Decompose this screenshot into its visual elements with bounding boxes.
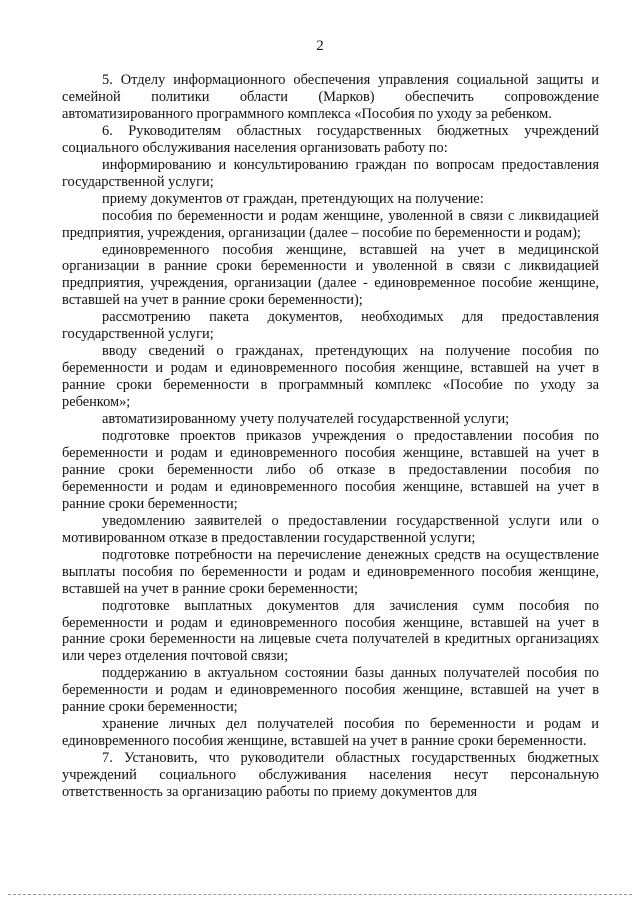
- list-item: приему документов от граждан, претендующих на получение:: [102, 190, 484, 207]
- list-item: подготовке выплатных документов для зачисления сумм пособия по беременности и родам и единовременного пособия женщине, вставшей на учет в ранние сроки беременности на лицевые счета получателей в кредитных организациях или через отделения почтовой связи;: [62, 597, 599, 665]
- paragraph-5: 5. Отделу информационного обеспечения управления социальной защиты и семейной политики области (Марков) обеспечить сопровождение автоматизированного программного комплекса «Пособия по уходу за ребенком.: [62, 72, 599, 122]
- list-item: уведомлению заявителей о предоставлении государственной услуги или о мотивированном отказе в предоставлении государственной услуги;: [62, 512, 599, 546]
- list-item: подготовке проектов приказов учреждения о предоставлении пособия по беременности и родам и единовременного пособия женщине, вставшей на учет в ранние сроки беременности либо об отказе в предоставлении пособия по беременности и родам и единовременного пособия женщине, вставшей на учет в ранние сроки беременности;: [62, 428, 599, 512]
- list-item: подготовке потребности на перечисление денежных средств на осуществление выплаты пособия по беременности и родам и единовременного пособия женщине, вставшей на учет в ранние сроки беременности;: [62, 546, 599, 597]
- list-item: поддержанию в актуальном состоянии базы данных получателей пособия по беременности и родам и единовременного пособия женщине, вставшей на учет в ранние сроки беременности;: [62, 665, 599, 716]
- list-item: единовременного пособия женщине, вставшей на учет в медицинской организации в ранние сроки беременности и уволенной в связи с ликвидацией предприятия, учреждения, организации (далее - единовременное пособие женщине, вставшей на учет в ранние сроки беременности);: [62, 241, 599, 309]
- page-number: 2: [316, 38, 324, 54]
- list-item: пособия по беременности и родам женщине, уволенной в связи с ликвидацией предприятия, учреждения, организации (далее – пособие по беременности и родам);: [62, 207, 599, 241]
- list-item: рассмотрению пакета документов, необходимых для предоставления государственной услуги;: [62, 309, 599, 343]
- list-item: автоматизированному учету получателей государственной услуги;: [102, 411, 510, 428]
- page-bottom-rule: [8, 894, 632, 895]
- list-item: вводу сведений о гражданах, претендующих на получение пособия по беременности и родам и единовременного пособия женщине, вставшей на учет в ранние сроки беременности в программный комплекс «Пособие по уходу за ребенком»;: [62, 343, 599, 411]
- document-body: [62, 72, 599, 801]
- list-item: хранение личных дел получателей пособия по беременности и родам и единовременного пособия женщине, вставшей на учет в ранние сроки беременности.: [62, 716, 599, 750]
- paragraph-6: 6. Руководителям областных государственных бюджетных учреждений социального обслуживания населения организовать работу по:: [62, 122, 599, 156]
- list-item: информированию и консультированию граждан по вопросам предоставления государственной услуги;: [62, 156, 599, 190]
- paragraph-7: 7. Установить, что руководители областных государственных бюджетных учреждений социального обслуживания населения несут персональную ответственность за организацию работы по приему документов для: [62, 750, 599, 801]
